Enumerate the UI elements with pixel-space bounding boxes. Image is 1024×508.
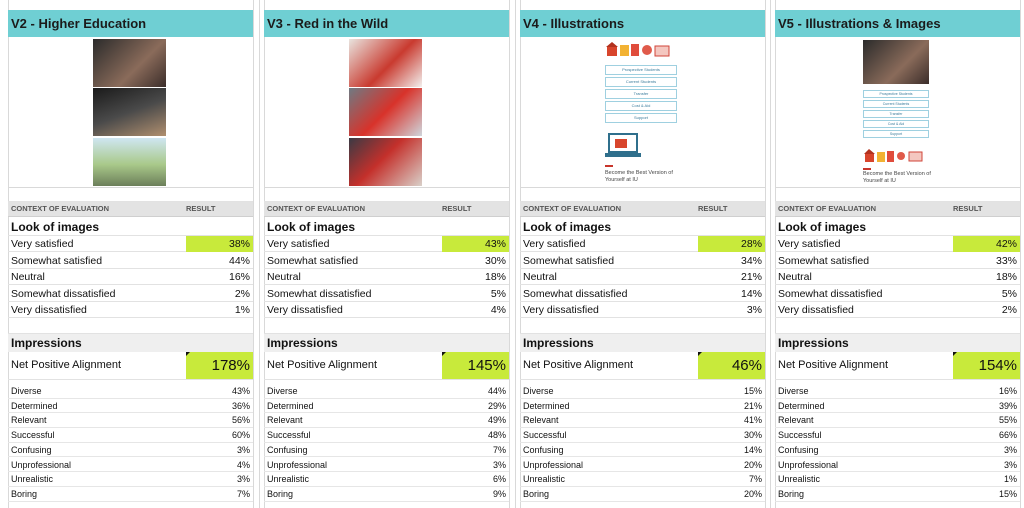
rating-value: 5% (1001, 288, 1017, 300)
photo-thumbnail (93, 138, 166, 186)
trait-label: Successful (11, 430, 55, 441)
image-cell[interactable] (264, 37, 509, 188)
npa-value: 145% (467, 357, 506, 374)
column-header[interactable]: V4 - Illustrations (520, 10, 765, 37)
trait-value: 14% (743, 444, 762, 455)
context-header-row (520, 202, 765, 217)
comment-marker-icon (186, 352, 190, 356)
context-label: CONTEXT OF EVALUATION (267, 204, 366, 213)
rating-row[interactable] (775, 253, 1020, 269)
trait-label: Determined (523, 400, 570, 411)
nav-button[interactable]: Cost & Aid (605, 101, 677, 111)
grid-line (515, 0, 516, 508)
result-label: RESULT (698, 204, 728, 213)
context-header-row (264, 202, 509, 217)
trait-value: 20% (743, 488, 762, 499)
rating-row[interactable] (264, 286, 509, 302)
variant-column (520, 0, 765, 508)
rating-label: Somewhat dissatisfied (523, 288, 628, 300)
trait-value: 7% (236, 488, 250, 499)
trait-value: 43% (231, 386, 250, 396)
variant-column (264, 0, 509, 508)
blank-row (520, 319, 765, 334)
column-header[interactable]: V3 - Red in the Wild (264, 10, 509, 37)
trait-value: 60% (231, 430, 250, 441)
trait-value: 7% (748, 474, 762, 485)
blank-row (264, 188, 509, 202)
trait-value: 66% (998, 430, 1017, 441)
trait-value: 39% (998, 400, 1017, 411)
variant-column (775, 0, 1020, 508)
trait-row[interactable] (520, 487, 765, 502)
trait-label: Relevant (778, 415, 814, 426)
trait-value: 48% (487, 430, 506, 441)
illustration-icons (605, 42, 675, 56)
trait-value: 3% (236, 444, 250, 455)
rating-label: Very dissatisfied (11, 304, 87, 316)
blank-row (520, 188, 765, 202)
rating-value: 21% (740, 271, 762, 283)
photo-thumbnail (349, 39, 422, 87)
nav-button[interactable]: Current Students (863, 100, 929, 108)
trait-value: 21% (743, 400, 762, 411)
rating-label: Somewhat dissatisfied (778, 288, 883, 300)
trait-label: Confusing (11, 444, 52, 455)
trait-label: Unprofessional (778, 459, 839, 470)
tagline: Become the Best Version of Yourself at IU (863, 171, 931, 184)
trait-label: Unprofessional (267, 459, 328, 470)
trait-value: 49% (487, 415, 506, 426)
trait-label: Diverse (267, 386, 298, 396)
npa-value: 178% (211, 357, 250, 374)
image-cell[interactable] (8, 37, 253, 188)
rating-value: 18% (995, 271, 1017, 283)
rating-row[interactable] (775, 236, 1020, 252)
rating-value: 44% (228, 255, 250, 267)
trait-value: 30% (743, 430, 762, 441)
trait-value: 41% (743, 415, 762, 426)
trait-row[interactable] (264, 399, 509, 414)
trait-row[interactable] (775, 458, 1020, 473)
impressions-title[interactable]: Impressions (264, 334, 509, 352)
rating-value: 38% (228, 238, 250, 250)
trait-label: Unprofessional (11, 459, 72, 470)
grid-line (765, 0, 766, 508)
trait-label: Boring (523, 488, 550, 499)
trait-label: Determined (778, 400, 825, 411)
rating-row[interactable] (8, 286, 253, 302)
trait-row[interactable] (775, 487, 1020, 502)
rating-row[interactable] (264, 236, 509, 252)
rating-label: Very dissatisfied (523, 304, 599, 316)
rating-label: Very satisfied (778, 238, 841, 250)
grid-line (259, 0, 260, 508)
trait-value: 16% (998, 386, 1017, 396)
trait-row[interactable] (775, 399, 1020, 414)
image-cell[interactable] (520, 37, 765, 188)
trait-value: 15% (743, 386, 762, 396)
comment-marker-icon (442, 352, 446, 356)
trait-label: Successful (778, 430, 822, 441)
trait-row[interactable] (264, 384, 509, 399)
trait-label: Unrealistic (523, 474, 566, 485)
look-of-images-title[interactable]: Look of images (8, 218, 253, 236)
rating-row[interactable] (8, 253, 253, 269)
rating-label: Neutral (267, 271, 301, 283)
nav-button[interactable]: Prospective Students (863, 90, 929, 98)
trait-label: Unrealistic (11, 474, 54, 485)
rating-label: Neutral (523, 271, 557, 283)
trait-row[interactable] (520, 399, 765, 414)
look-of-images-title[interactable]: Look of images (264, 218, 509, 236)
rating-value: 18% (484, 271, 506, 283)
context-label: CONTEXT OF EVALUATION (11, 204, 110, 213)
rating-row[interactable] (520, 236, 765, 252)
rating-row[interactable] (775, 286, 1020, 302)
rating-value: 33% (995, 255, 1017, 267)
nav-button[interactable]: Cost & Aid (863, 120, 929, 128)
rating-value: 42% (995, 238, 1017, 250)
net-positive-alignment-row[interactable] (264, 352, 509, 380)
trait-label: Relevant (11, 415, 47, 426)
rating-label: Neutral (778, 271, 812, 283)
variant-column (8, 0, 253, 508)
trait-value: 1% (1003, 474, 1017, 485)
rating-row[interactable] (264, 253, 509, 269)
trait-label: Diverse (778, 386, 809, 396)
column-header[interactable]: V2 - Higher Education (8, 10, 253, 37)
trait-label: Boring (267, 488, 294, 499)
rating-value: 34% (740, 255, 762, 267)
rating-label: Somewhat satisfied (267, 255, 359, 267)
rating-label: Somewhat satisfied (11, 255, 103, 267)
comment-marker-icon (698, 352, 702, 356)
trait-value: 36% (231, 400, 250, 411)
rating-value: 1% (234, 304, 250, 316)
trait-label: Unrealistic (778, 474, 821, 485)
trait-row[interactable] (775, 384, 1020, 399)
rating-row[interactable] (8, 269, 253, 285)
trait-row[interactable] (8, 487, 253, 502)
result-label: RESULT (186, 204, 216, 213)
net-positive-alignment-row[interactable] (8, 352, 253, 380)
nav-button[interactable]: Support (863, 130, 929, 138)
trait-row[interactable] (264, 413, 509, 428)
trait-value: 7% (492, 444, 506, 455)
rating-row[interactable] (520, 302, 765, 318)
trait-value: 3% (1003, 444, 1017, 455)
rating-value: 30% (484, 255, 506, 267)
rating-label: Somewhat dissatisfied (267, 288, 372, 300)
impressions-title[interactable]: Impressions (775, 334, 1020, 352)
trait-row[interactable] (775, 443, 1020, 458)
trait-label: Successful (267, 430, 311, 441)
nav-button[interactable]: Current Students (605, 77, 677, 87)
rating-label: Very dissatisfied (778, 304, 854, 316)
trait-value: 3% (236, 474, 250, 485)
laptop-illustration (605, 132, 641, 165)
trait-row[interactable] (8, 472, 253, 487)
nav-button[interactable]: Prospective Students (605, 65, 677, 75)
trait-label: Unrealistic (267, 474, 310, 485)
trait-value: 20% (743, 459, 762, 470)
blank-row (264, 319, 509, 334)
npa-value: 154% (978, 357, 1017, 374)
tagline: Become the Best Version of Yourself at IU (605, 170, 673, 183)
rating-value: 16% (228, 271, 250, 283)
photo-thumbnail (349, 138, 422, 186)
trait-row[interactable] (264, 458, 509, 473)
rating-value: 28% (740, 238, 762, 250)
trait-value: 6% (492, 474, 506, 485)
rating-value: 5% (490, 288, 506, 300)
rating-value: 2% (1001, 304, 1017, 316)
trait-value: 29% (487, 400, 506, 411)
rating-label: Neutral (11, 271, 45, 283)
trait-row[interactable] (264, 472, 509, 487)
trait-label: Boring (778, 488, 805, 499)
result-label: RESULT (442, 204, 472, 213)
accent-bar (605, 165, 613, 167)
rating-row[interactable] (775, 302, 1020, 318)
trait-row[interactable] (775, 472, 1020, 487)
photo-thumbnail (93, 39, 166, 87)
trait-label: Confusing (778, 444, 819, 455)
trait-label: Successful (523, 430, 567, 441)
rating-row[interactable] (264, 302, 509, 318)
rating-label: Very satisfied (267, 238, 330, 250)
trait-row[interactable] (520, 458, 765, 473)
trait-row[interactable] (264, 487, 509, 502)
rating-row[interactable] (775, 269, 1020, 285)
trait-label: Determined (11, 400, 58, 411)
rating-value: 4% (490, 304, 506, 316)
column-header[interactable]: V5 - Illustrations & Images (775, 10, 1020, 37)
rating-value: 2% (234, 288, 250, 300)
blank-row (775, 188, 1020, 202)
trait-row[interactable] (520, 413, 765, 428)
rating-row[interactable] (520, 253, 765, 269)
trait-row[interactable] (8, 458, 253, 473)
rating-row[interactable] (8, 302, 253, 318)
nav-button[interactable]: Transfer (863, 110, 929, 118)
trait-row[interactable] (264, 428, 509, 443)
trait-label: Confusing (267, 444, 308, 455)
look-of-images-title[interactable]: Look of images (520, 218, 765, 236)
impressions-title[interactable]: Impressions (8, 334, 253, 352)
trait-row[interactable] (8, 428, 253, 443)
trait-row[interactable] (520, 384, 765, 399)
rating-row[interactable] (520, 286, 765, 302)
trait-label: Confusing (523, 444, 564, 455)
grid-line (770, 0, 771, 508)
trait-row[interactable] (520, 428, 765, 443)
rating-label: Very satisfied (523, 238, 586, 250)
trait-value: 4% (236, 459, 250, 470)
trait-label: Boring (11, 488, 38, 499)
trait-row[interactable] (775, 413, 1020, 428)
context-header-row (775, 202, 1020, 217)
trait-value: 3% (492, 459, 506, 470)
rating-value: 3% (746, 304, 762, 316)
blank-row (8, 319, 253, 334)
trait-row[interactable] (775, 428, 1020, 443)
trait-row[interactable] (264, 443, 509, 458)
trait-value: 55% (998, 415, 1017, 426)
rating-row[interactable] (8, 236, 253, 252)
npa-value: 46% (731, 357, 762, 374)
trait-label: Diverse (11, 386, 42, 396)
trait-row[interactable] (8, 384, 253, 399)
npa-label: Net Positive Alignment (778, 359, 889, 371)
grid-line (1020, 0, 1021, 508)
blank-row (8, 188, 253, 202)
trait-value: 9% (492, 488, 506, 499)
net-positive-alignment-row[interactable] (775, 352, 1020, 380)
trait-row[interactable] (8, 443, 253, 458)
grid-line (253, 0, 254, 508)
rating-row[interactable] (264, 269, 509, 285)
npa-label: Net Positive Alignment (11, 359, 122, 371)
rating-value: 14% (740, 288, 762, 300)
npa-label: Net Positive Alignment (523, 359, 634, 371)
trait-label: Relevant (267, 415, 303, 426)
result-label: RESULT (953, 204, 983, 213)
rating-label: Somewhat satisfied (778, 255, 870, 267)
trait-label: Relevant (523, 415, 559, 426)
photo-thumbnail (863, 40, 929, 84)
npa-label: Net Positive Alignment (267, 359, 378, 371)
trait-label: Diverse (523, 386, 554, 396)
net-positive-alignment-row[interactable] (520, 352, 765, 380)
trait-value: 44% (487, 386, 506, 396)
rating-label: Somewhat dissatisfied (11, 288, 116, 300)
nav-button[interactable]: Transfer (605, 89, 677, 99)
rating-label: Very satisfied (11, 238, 74, 250)
trait-row[interactable] (8, 413, 253, 428)
accent-bar (863, 168, 871, 170)
rating-label: Somewhat satisfied (523, 255, 615, 267)
photo-thumbnail (93, 88, 166, 136)
trait-value: 15% (998, 488, 1017, 499)
context-label: CONTEXT OF EVALUATION (523, 204, 622, 213)
impressions-title[interactable]: Impressions (520, 334, 765, 352)
context-label: CONTEXT OF EVALUATION (778, 204, 877, 213)
photo-thumbnail (349, 88, 422, 136)
rating-label: Very dissatisfied (267, 304, 343, 316)
trait-value: 3% (1003, 459, 1017, 470)
look-of-images-title[interactable]: Look of images (775, 218, 1020, 236)
rating-row[interactable] (520, 269, 765, 285)
nav-button[interactable]: Support (605, 113, 677, 123)
trait-value: 56% (231, 415, 250, 426)
comment-marker-icon (953, 352, 957, 356)
grid-line (509, 0, 510, 508)
blank-row (775, 319, 1020, 334)
image-cell[interactable] (775, 37, 1020, 188)
trait-row[interactable] (520, 472, 765, 487)
context-header-row (8, 202, 253, 217)
illustration-icons (863, 149, 933, 163)
trait-label: Unprofessional (523, 459, 584, 470)
trait-row[interactable] (520, 443, 765, 458)
trait-row[interactable] (8, 399, 253, 414)
trait-label: Determined (267, 400, 314, 411)
rating-value: 43% (484, 238, 506, 250)
